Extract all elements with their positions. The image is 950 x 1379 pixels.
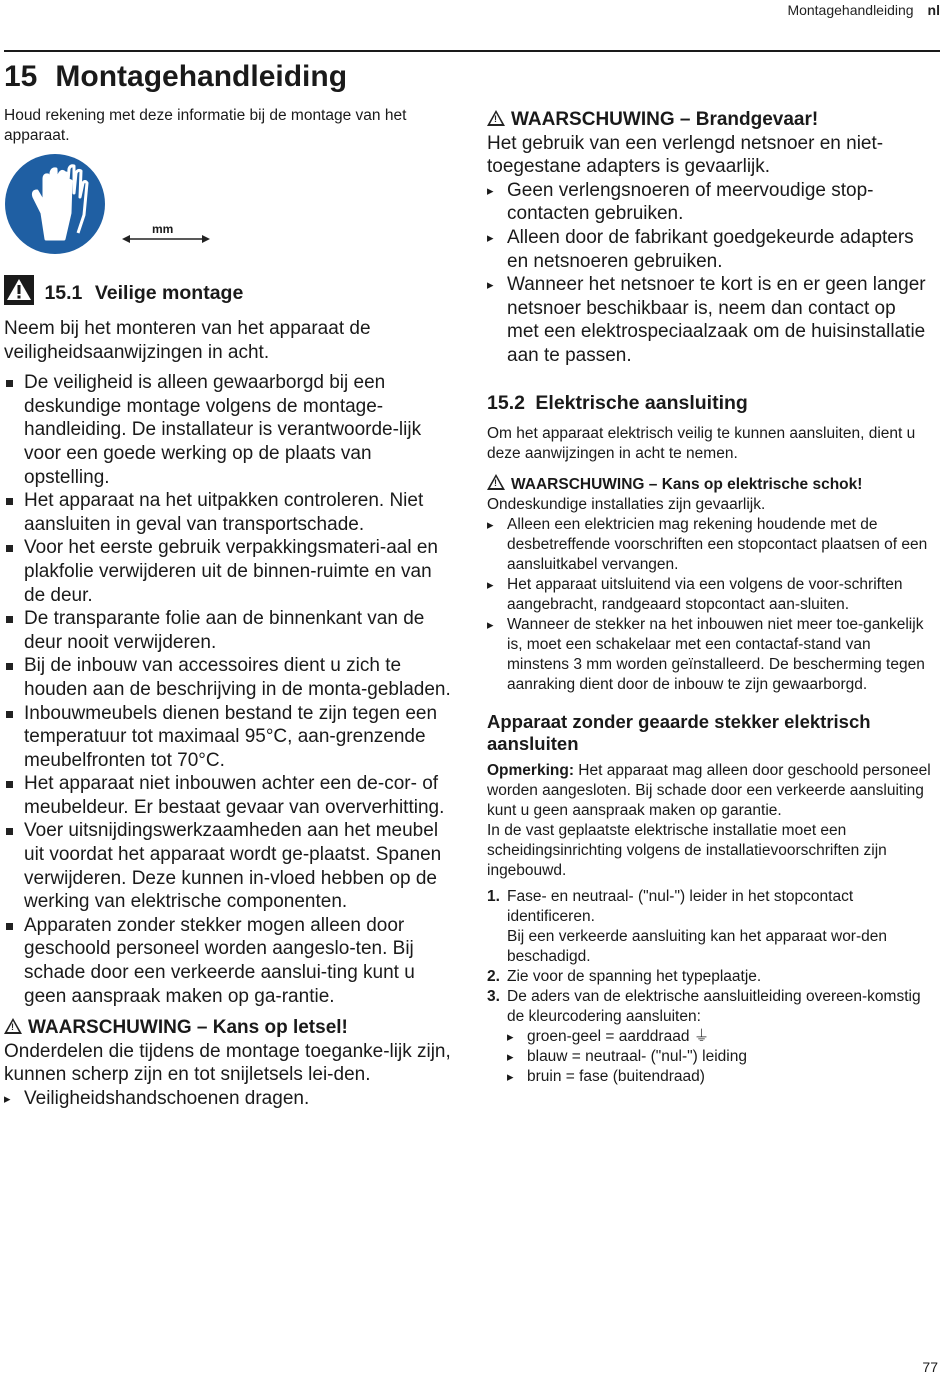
safety-list bbox=[4, 371, 454, 1008]
list-item: Inbouwmeubels dienen bestand te zijn tegen een temperatuur tot maximaal 95°C, aan-grenzende meubelfronten tot 70°C. bbox=[4, 702, 454, 773]
list-item: ▸ Alleen door de fabrikant goedgekeurde adapters en netsnoeren gebruiken. bbox=[487, 226, 932, 273]
list-item: Bij de inbouw van accessoires dient u zich te houden aan de beschrijving in de monta-gebladen. bbox=[4, 654, 454, 701]
color-code-list bbox=[507, 1027, 935, 1087]
fire-warning-title: !WAARSCHUWING – Brandgevaar! bbox=[487, 108, 932, 132]
steps-list bbox=[487, 887, 935, 1087]
list-item: Apparaten zonder stekker mogen alleen door geschoold personeel worden aangeslo-ten. Bij schade door een verkeerde aanslui-ting kunt u geen aanspraak maken op ga-rantie. bbox=[4, 914, 454, 1008]
section-number: 15.2 bbox=[487, 392, 525, 414]
subsection-title: Apparaat zonder geaarde stekker elektrisch aansluiten bbox=[487, 711, 871, 754]
shock-warning-text: Ondeskundige installaties zijn gevaarlijk. bbox=[487, 496, 766, 513]
step-item: 2. Zie voor de spanning het typeplaatje. bbox=[487, 968, 762, 985]
fire-warning-list bbox=[487, 179, 932, 368]
warning-icon bbox=[487, 110, 505, 126]
list-item: ▸ Wanneer de stekker na het inbouwen niet meer toe-gankelijk is, moet een schakelaar met een contactaf-stand van minstens 3 mm worden geïnstalleerd. De bescherming tegen aanraking dient door de inbouw te zijn gewaarborgd. bbox=[487, 615, 935, 695]
injury-warning-text: Onderdelen die tijdens de montage toeganke-lijk zijn, kunnen scherp zijn en tot snijletsels lei-den. bbox=[4, 1040, 451, 1086]
running-header-title: Montagehandleiding bbox=[787, 2, 914, 18]
list-item: ▸ blauw = neutraal- ("nul-") leiding bbox=[507, 1047, 935, 1067]
electrical-section-heading bbox=[487, 392, 748, 415]
list-item: Het apparaat na het uitpakken controleren. Niet aansluiten in geval van transportschade. bbox=[4, 489, 454, 536]
installation-paragraph: In de vast geplaatste elektrische installatie moet een scheidingsinrichting volgens de installatievoorschriften zijn ingebouwd. bbox=[487, 822, 887, 879]
section-title: Veilige montage bbox=[94, 282, 244, 304]
shock-warning-list bbox=[487, 515, 935, 695]
safety-intro: Neem bij het monteren van het apparaat de veiligheidsaanwijzingen in acht. bbox=[4, 318, 371, 363]
section-title: Elektrische aansluiting bbox=[535, 392, 748, 414]
chapter-name: Montagehandleiding bbox=[55, 60, 348, 93]
list-item: ▸ Veiligheidshandschoenen dragen. bbox=[4, 1087, 454, 1111]
list-item: ▸ Geen verlengsnoeren of meervoudige stop-contacten gebruiken. bbox=[487, 179, 932, 226]
injury-warning-title: !WAARSCHUWING – Kans op letsel! bbox=[4, 1016, 454, 1040]
fire-warning-text: Het gebruik van een verlengd netsnoer en niet-toegestane adapters is gevaarlijk. bbox=[487, 132, 884, 178]
list-item: Voer uitsnijdingswerkzaamheden aan het meubel uit voordat het apparaat wordt ge-plaatst. Spanen verwijderen. Deze kunnen in-vloed hebben op de werking van elektrische componenten. bbox=[4, 819, 454, 913]
list-item: Voor het eerste gebruik verpakkingsmateri-aal en plakfolie verwijderen uit de binnen-ruimte en van de deur. bbox=[4, 536, 454, 607]
step-item: 1. Fase- en neutraal- ("nul-") leider in het stopcontact identificeren. Bij een verkeerde aansluiting kan het apparaat wor-den beschadigd. bbox=[487, 888, 887, 965]
list-item: De transparante folie aan de binnenkant van de deur nooit verwijderen. bbox=[4, 607, 454, 654]
step-item: 3. De aders van de elektrische aansluitleiding overeen-komstig de kleurcodering aansluiten: ▸ groen-geel = aarddraad ⏚ ▸ blauw = neutraal- ("nul-") leiding ▸ bruin = fase (buitendraad) bbox=[487, 987, 935, 1087]
mm-dimension-indicator bbox=[122, 222, 210, 246]
injury-warning-list bbox=[4, 1087, 454, 1111]
intro-text: Houd rekening met deze informatie bij de montage van het apparaat. bbox=[4, 107, 407, 144]
note-text: Het apparaat mag alleen door geschoold personeel worden aangesloten. Bij schade door een verkeerde aansluiting kunt u geen aanspraak maken op garantie. bbox=[487, 762, 931, 819]
electrical-intro: Om het apparaat elektrisch veilig te kunnen aansluiten, dient u deze aanwijzingen in acht te nemen. bbox=[487, 425, 916, 462]
chapter-number: 15 bbox=[4, 60, 38, 93]
page-number: 77 bbox=[922, 1359, 938, 1375]
warning-icon bbox=[4, 1018, 22, 1034]
warning-icon bbox=[487, 474, 505, 490]
note-label: Opmerking: bbox=[487, 762, 574, 779]
list-item: ▸ Het apparaat uitsluitend via een volgens de voor-schriften aangebracht, randgeaard stopcontact aan-sluiten. bbox=[487, 575, 935, 615]
list-item: ▸ Alleen een elektricien mag rekening houdende met de desbetreffende voorschriften een stopcontact plaatsen of een aansluitkabel vervangen. bbox=[487, 515, 935, 575]
section-number: 15.1 bbox=[44, 282, 83, 304]
mm-label: mm bbox=[152, 222, 174, 236]
language-code: nl bbox=[927, 2, 940, 18]
gloves-icon bbox=[4, 153, 106, 255]
running-header bbox=[787, 2, 940, 18]
list-item: ▸ groen-geel = aarddraad ⏚ bbox=[507, 1027, 935, 1047]
note bbox=[487, 761, 935, 821]
list-item: Het apparaat niet inbouwen achter een de-cor- of meubeldeur. Er bestaat gevaar van oververhitting. bbox=[4, 772, 454, 819]
safety-section-heading bbox=[4, 275, 243, 305]
warning-triangle-icon bbox=[4, 275, 34, 305]
list-item: De veiligheid is alleen gewaarborgd bij een deskundige montage volgens de montage-handleiding. De installateur is verantwoorde-lijk voor een goede werking op de plaats van opstelling. bbox=[4, 371, 454, 489]
header-rule bbox=[4, 50, 940, 52]
list-item: ▸ bruin = fase (buitendraad) bbox=[507, 1067, 935, 1087]
shock-warning-title: !WAARSCHUWING – Kans op elektrische schok! bbox=[487, 474, 935, 495]
list-item: ▸ Wanneer het netsnoer te kort is en er geen langer netsnoer beschikbaar is, neem dan contact op met een elektrospeciaalzaak om de huisinstallatie aan te passen. bbox=[487, 273, 932, 367]
chapter-title bbox=[4, 60, 347, 94]
